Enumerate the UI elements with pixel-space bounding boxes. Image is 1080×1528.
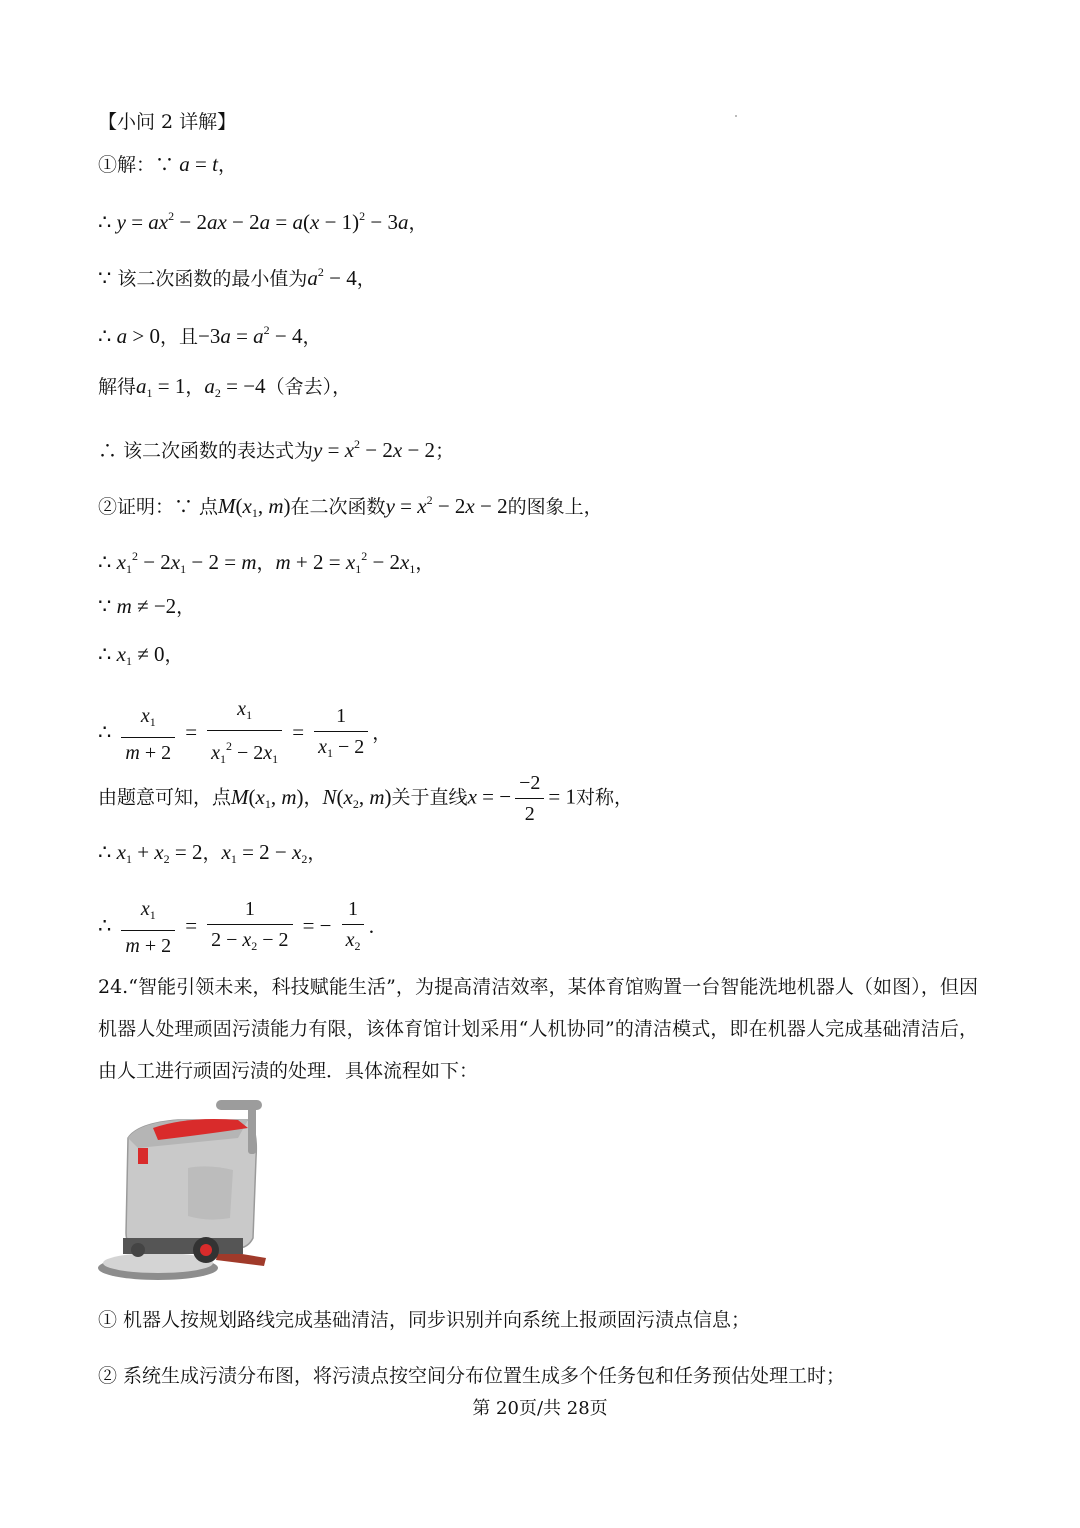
- solution-line-5: 解得$a_1 = 1$，$a_2 = -4$（舍去），: [98, 374, 352, 400]
- proof-line-8: ∴ $\frac{x_1}{m + 2}$ = $\frac{1}{2 - x_2 - 2}$ = − $\frac{1}{x_2}$ ．: [98, 898, 388, 957]
- solution-line-3: ∵ 该二次函数的最小值为$a^2 - 4$，: [98, 265, 376, 290]
- floor-scrubber-robot-image: [98, 1098, 268, 1284]
- step-2: ② 系统生成污渍分布图，将污渍点按空间分布位置生成多个任务包和任务预估处理工时；: [98, 1365, 846, 1387]
- question-24: 24.“智能引领未来，科技赋能生活”，为提高清洁效率，某体育馆购置一台智能洗地机器人（如图），但因机器人处理顽固污渍能力有限，该体育馆计划采用“人机协同”的清洁模式，即在机器人完成基础清洁后，由人工进行顽固污渍的处理．具体流程如下：: [98, 976, 978, 1082]
- proof-line-6: 由题意可知，点$M(x_1$, m)，$N(x_2$, m)关于直线x = − $\frac{-2}{2}$ = 1对称，: [98, 772, 633, 825]
- solution-line-1: ①解：∵ a = t，: [98, 152, 237, 176]
- proof-line-4: ∴ $x_1 \ne 0$，: [98, 642, 184, 668]
- solution-line-6: ∴ 该二次函数的表达式为$y = x^2 - 2x - 2$；: [98, 437, 455, 462]
- proof-line-3: ∵ m ≠ −2，: [98, 594, 196, 618]
- scan-dot: [735, 115, 737, 117]
- solution-line-4: ∴ a > 0，且$-3a = a^2 - 4$，: [98, 323, 322, 348]
- page-footer: 第 20页/共 28页: [472, 1398, 608, 1419]
- proof-line-7: ∴ $x_1 + x_2 = 2$，$x_1 = 2 - x_2$，: [98, 840, 327, 866]
- proof-line-2: ∴ $x_1^2 - 2x_1 - 2 = m$，$m + 2 = x_1^2 - 2x_1$，: [98, 549, 435, 576]
- proof-line-1: ②证明：∵ 点$M(x_1$, m)在二次函数$y = x^2 - 2x - 2$的图象上，: [98, 493, 603, 520]
- section-title: 【小问 2 详解】: [98, 111, 237, 133]
- proof-line-5: ∴ $\frac{x_1}{m + 2}$ = $\frac{x_1}{x_1^2 - 2x_1}$ = $\frac{1}{x_1 - 2}$ ，: [98, 698, 392, 766]
- solution-line-2: ∴ $y = ax^2 - 2ax - 2a = a(x - 1)^2 - 3a$，: [98, 209, 428, 234]
- step-1: ① 机器人按规划路线完成基础清洁，同步识别并向系统上报顽固污渍点信息；: [98, 1309, 751, 1331]
